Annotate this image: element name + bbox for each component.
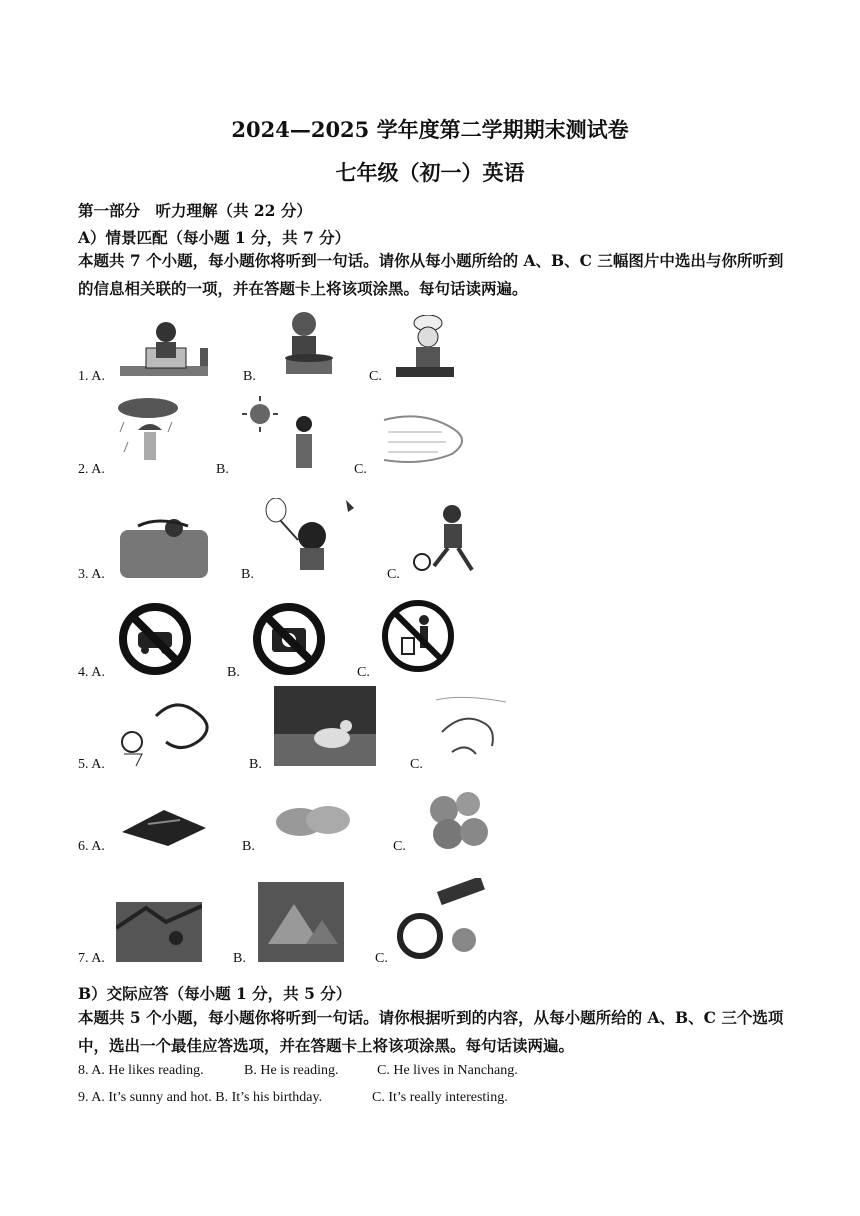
windy-weather-icon <box>382 410 474 470</box>
q4-option-a-label: 4. A. <box>78 665 105 680</box>
boy-washing-dishes-icon <box>116 318 212 380</box>
q3-option-b-label: B. <box>241 567 254 582</box>
section-a-heading: A）情景匹配（每小题 1 分，共 7 分） <box>78 228 351 247</box>
q3-option-c-label: C. <box>387 567 400 582</box>
q5-option-a-label: 5. A. <box>78 757 105 772</box>
space-station-icon <box>392 878 492 964</box>
q5-option-b-label: B. <box>249 757 262 772</box>
q4-option-b-label: B. <box>227 665 240 680</box>
q3-option-a-label: 3. A. <box>78 567 105 582</box>
chef-boy-icon <box>392 315 458 381</box>
q9-option-c: C. It’s really interesting. <box>372 1090 508 1105</box>
q6-option-c-label: C. <box>393 839 406 854</box>
q5-option-c-label: C. <box>410 757 423 772</box>
earthquake-rescue-icon <box>116 888 202 962</box>
q4-option-c-label: C. <box>357 665 370 680</box>
section-a-instructions: 本题共 7 个小题，每小题你将听到一句话。请你从每小题所给的 A、B、C 三幅图片中选出与你所听到的信息相关联的一项，并在答题卡上将该项涂黑。每句话读两遍。 <box>78 251 784 298</box>
q2-option-a-label: 2. A. <box>78 462 105 477</box>
exam-title: 2024—2025 学年度第二学期期末测试卷 <box>231 117 629 142</box>
q9-options-ab: 9. A. It’s sunny and hot. B. It’s his birthday. <box>78 1090 323 1105</box>
q8-option-c: C. He lives in Nanchang. <box>377 1063 518 1078</box>
dumplings-icon <box>270 796 356 840</box>
exam-subtitle: 七年级（初一）英语 <box>335 160 525 185</box>
q7-option-b-label: B. <box>233 951 246 966</box>
q6-option-a-label: 6. A. <box>78 839 105 854</box>
q1-option-c-label: C. <box>369 369 382 384</box>
q8-option-a: 8. A. He likes reading. <box>78 1063 204 1078</box>
buns-icon <box>418 788 494 852</box>
q7-option-c-label: C. <box>375 951 388 966</box>
q8-option-b: B. He is reading. <box>244 1063 339 1078</box>
swimming-icon <box>118 512 210 580</box>
q1-option-b-label: B. <box>243 369 256 384</box>
boy-cooking-icon <box>274 310 340 380</box>
sunny-weather-icon <box>242 396 322 472</box>
badminton-icon <box>262 498 358 578</box>
no-littering-sign-icon <box>380 598 456 674</box>
duck-pond-painting-icon <box>274 686 376 766</box>
section-b-heading: B）交际应答（每小题 1 分，共 5 分） <box>78 984 352 1003</box>
rainy-weather-icon <box>114 396 184 472</box>
pyramids-icon <box>258 882 344 962</box>
q1-option-a-label: 1. A. <box>78 369 105 384</box>
horses-sketch-icon <box>432 692 510 768</box>
q6-option-b-label: B. <box>242 839 255 854</box>
part-one-heading: 第一部分 听力理解（共 22 分） <box>78 201 312 220</box>
q2-option-c-label: C. <box>354 462 367 477</box>
no-photos-sign-icon <box>252 602 326 676</box>
q7-option-a-label: 7. A. <box>78 951 105 966</box>
section-b-instructions: 本题共 5 个小题，每小题你将听到一句话。请你根据听到的内容，从每小题所给的 A、B、C 三个选项中，选出一个最佳应答选项，并在答题卡上将该项涂黑。每句话读两遍。 <box>78 1008 784 1055</box>
q2-option-b-label: B. <box>216 462 229 477</box>
zongzi-icon <box>118 806 210 850</box>
soccer-icon <box>412 504 488 576</box>
dragon-dance-icon <box>116 696 220 768</box>
no-parking-sign-icon <box>118 602 192 676</box>
